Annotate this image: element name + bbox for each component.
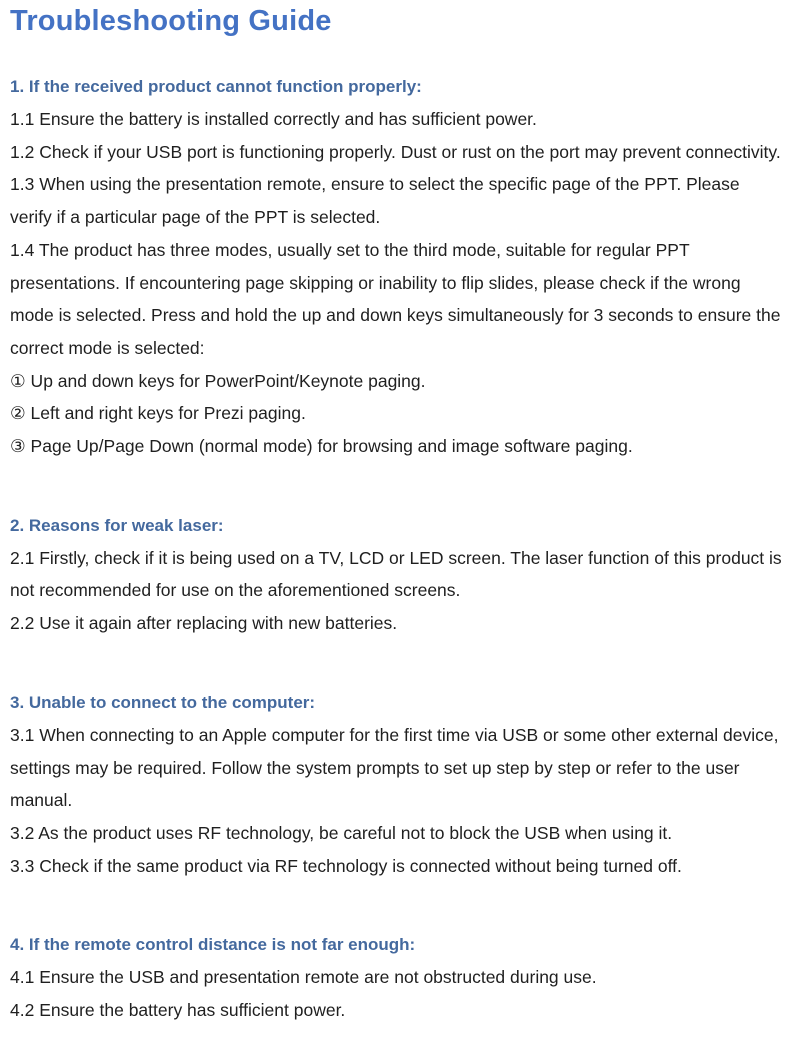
sections-container: [10, 70, 784, 1027]
guide-paragraph: 2.1 Firstly, check if it is being used on a TV, LCD or LED screen. The laser function of this product is not recommended for use on the aforementioned screens.: [10, 547, 782, 601]
section-heading: 1. If the received product cannot function properly:: [10, 77, 422, 96]
guide-paragraph: 1.4 The product has three modes, usually set to the third mode, suitable for regular PPT presentations. If encountering page skipping or inability to flip slides, please check if the wrong mode is selected. Press and hold the up and down keys simultaneously for 3 seconds to ensure the correct mode is selected:: [10, 239, 781, 358]
guide-paragraph: ② Left and right keys for Prezi paging.: [10, 403, 306, 424]
guide-section: [10, 686, 784, 883]
guide-paragraph: 3.1 When connecting to an Apple computer for the first time via USB or some other external device, settings may be required. Follow the system prompts to set up step by step or refer to the user manual.: [10, 724, 779, 811]
guide-paragraph: 1.2 Check if your USB port is functioning properly. Dust or rust on the port may prevent connectivity.: [10, 141, 781, 162]
guide-paragraph: 4.1 Ensure the USB and presentation remote are not obstructed during use.: [10, 967, 597, 988]
guide-paragraph: ① Up and down keys for PowerPoint/Keynote paging.: [10, 370, 426, 391]
guide-paragraph: 4.2 Ensure the battery has sufficient power.: [10, 1000, 346, 1021]
guide-section: [10, 509, 784, 640]
guide-paragraph: 1.3 When using the presentation remote, ensure to select the specific page of the PPT. Please verify if a particular page of the PPT is selected.: [10, 174, 740, 228]
guide-section: [10, 70, 784, 463]
guide-paragraph: ③ Page Up/Page Down (normal mode) for browsing and image software paging.: [10, 436, 633, 457]
guide-paragraph: 3.3 Check if the same product via RF technology is connected without being turned off.: [10, 855, 682, 876]
guide-section: [10, 928, 784, 1026]
section-heading: 4. If the remote control distance is not far enough:: [10, 935, 416, 955]
page-title: Troubleshooting Guide: [10, 5, 332, 37]
section-heading: 3. Unable to connect to the computer:: [10, 692, 316, 712]
section-heading: 2. Reasons for weak laser:: [10, 515, 224, 535]
guide-paragraph: 1.1 Ensure the battery is installed correctly and has sufficient power.: [10, 109, 537, 129]
guide-paragraph: 3.2 As the product uses RF technology, be careful not to block the USB when using it.: [10, 822, 673, 843]
guide-paragraph: 2.2 Use it again after replacing with new batteries.: [10, 613, 398, 634]
